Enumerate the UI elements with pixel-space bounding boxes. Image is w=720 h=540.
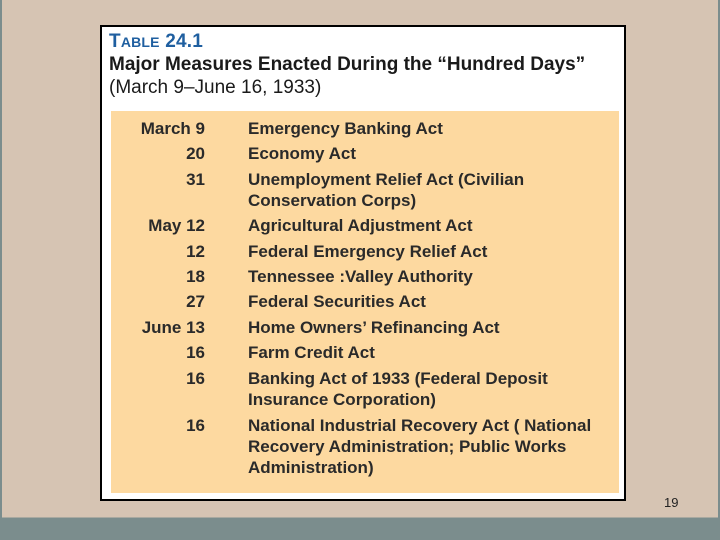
act-line: Insurance Corporation): [248, 390, 436, 409]
act-line: Federal Securities Act: [248, 292, 426, 311]
row-date: 27: [186, 292, 205, 311]
act-line: Tennessee :Valley Authority: [248, 267, 473, 286]
row-act: [248, 241, 618, 262]
act-line: Federal Emergency Relief Act: [248, 242, 488, 261]
row-date: 12: [186, 242, 205, 261]
act-line: Unemployment Relief Act (Civilian: [248, 170, 525, 189]
row-act: [248, 317, 618, 338]
row-date: May 12: [148, 216, 205, 235]
act-line: National Industrial Recovery Act ( National: [248, 416, 592, 435]
label-rest: ABLE: [120, 34, 160, 50]
act-line: Recovery Administration; Public Works: [248, 437, 567, 456]
act-line: Home Owners’ Refinancing Act: [248, 318, 500, 337]
row-date: 18: [186, 267, 205, 286]
row-act: [248, 169, 618, 211]
row-act: [248, 342, 618, 363]
act-line: Conservation Corps): [248, 191, 417, 210]
row-act: [248, 368, 618, 410]
row-date: June 13: [141, 318, 205, 337]
row-date: 16: [186, 416, 205, 435]
row-act: [248, 291, 618, 312]
table-body: [111, 111, 619, 493]
table-label: [109, 31, 203, 53]
row-act: [248, 415, 618, 478]
row-date: March 9: [140, 119, 205, 138]
act-line: Banking Act of 1933 (Federal Deposit: [248, 369, 548, 388]
row-act: [248, 118, 618, 139]
act-line: Farm Credit Act: [248, 343, 375, 362]
row-act: [248, 215, 618, 236]
label-prefix: T: [109, 31, 121, 52]
label-number: 24.1: [159, 31, 203, 52]
row-act: [248, 266, 618, 287]
slide: [2, 0, 718, 518]
table-title: Major Measures Enacted During the “Hundred Days”: [109, 54, 586, 75]
act-line: Emergency Banking Act: [248, 119, 443, 138]
row-date: 16: [186, 343, 205, 362]
row-date: 31: [186, 170, 205, 189]
act-line: Agricultural Adjustment Act: [248, 216, 473, 235]
table-subtitle: (March 9–June 16, 1933): [109, 77, 322, 98]
act-line: Economy Act: [248, 144, 357, 163]
act-line: Administration): [248, 458, 374, 477]
row-date: 16: [186, 369, 205, 388]
slide-number: 19: [664, 495, 679, 510]
row-act: [248, 143, 618, 164]
table-image: [100, 25, 626, 501]
row-date: 20: [186, 144, 205, 163]
